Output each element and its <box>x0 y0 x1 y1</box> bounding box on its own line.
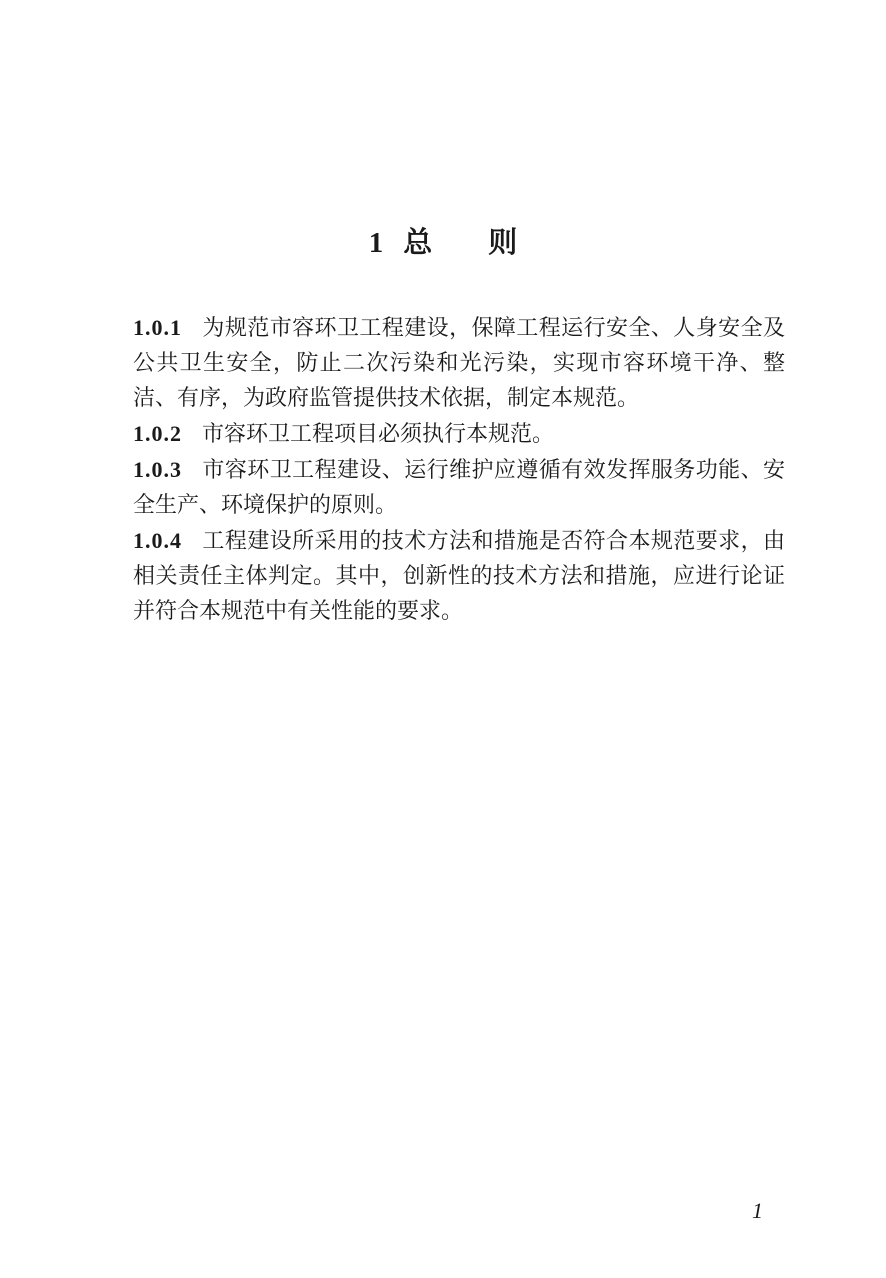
clause-1-0-4 <box>133 523 785 629</box>
clause-1-0-1 <box>133 310 785 416</box>
clause-text: 市容环卫工程建设、运行维护应遵循有效发挥服务功能、安全生产、环境保护的原则。 <box>133 458 785 518</box>
chapter-title-part-1: 总 <box>403 225 433 259</box>
clause-1-0-3 <box>133 452 785 523</box>
chapter-title-part-2: 则 <box>488 225 518 259</box>
chapter-number: 1 <box>368 227 384 259</box>
chapter-title <box>0 222 886 263</box>
clause-text: 工程建设所采用的技术方法和措施是否符合本规范要求，由相关责任主体判定。其中，创新性的技术方法和措施，应进行论证并符合本规范中有关性能的要求。 <box>133 529 785 624</box>
clause-number: 1.0.4 <box>133 528 182 553</box>
clause-text: 为规范市容环卫工程建设，保障工程运行安全、人身安全及公共卫生安全，防止二次污染和光污染，实现市容环境干净、整洁、有序，为政府监管提供技术依据，制定本规范。 <box>133 316 785 411</box>
clause-text: 市容环卫工程项目必须执行本规范。 <box>202 422 555 447</box>
chapter-body <box>133 310 785 629</box>
clause-number: 1.0.3 <box>133 457 182 482</box>
clause-number: 1.0.1 <box>133 315 182 340</box>
clause-number: 1.0.2 <box>133 421 182 446</box>
page-number: 1 <box>752 1198 763 1223</box>
clause-1-0-2 <box>133 416 785 452</box>
